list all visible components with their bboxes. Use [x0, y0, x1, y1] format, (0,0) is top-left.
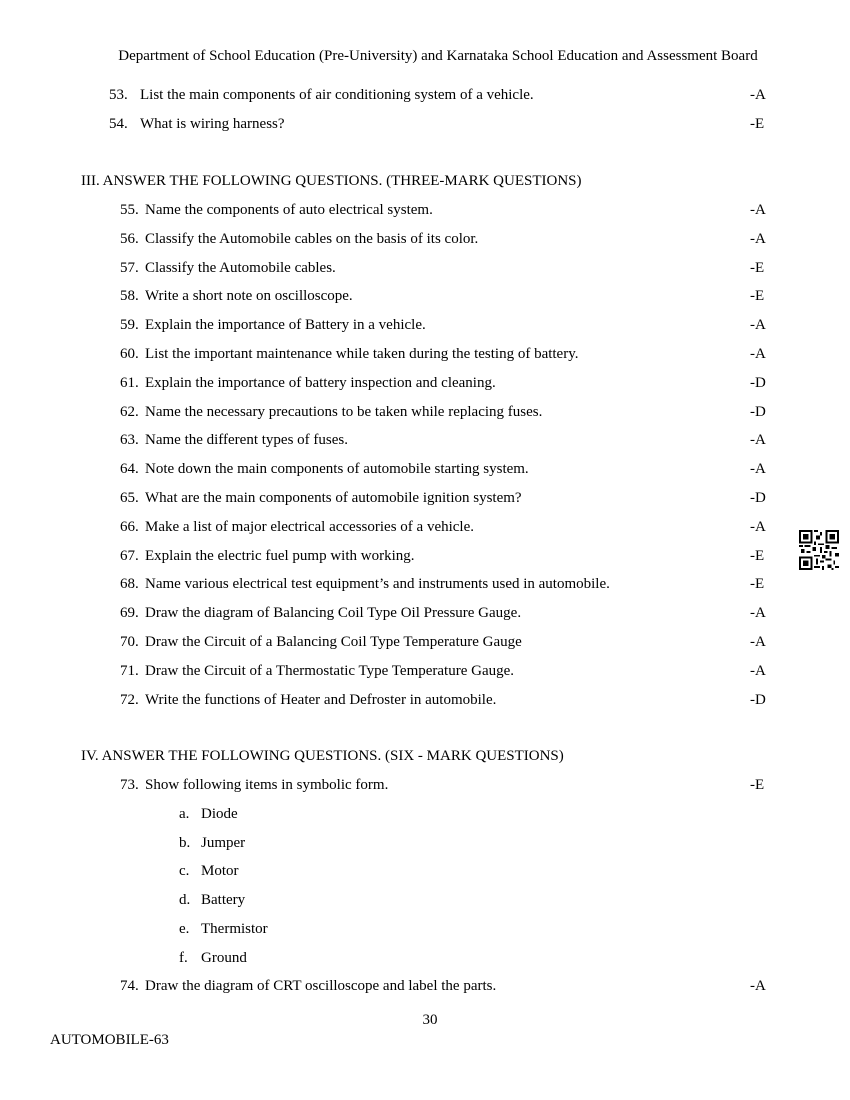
difficulty-grade: -E: [750, 116, 765, 132]
question-number: 67.: [120, 547, 139, 564]
symbol-list-item: [179, 804, 238, 824]
question-number: 71.: [120, 662, 139, 679]
question-number: 63.: [120, 432, 139, 449]
item-label: b.: [179, 834, 191, 851]
qr-code-icon: [799, 530, 839, 570]
question-text: What are the main components of automobile ignition system?: [145, 490, 522, 506]
question-number: 56.: [120, 230, 139, 247]
question-text: Make a list of major electrical accessories of a vehicle.: [145, 518, 475, 535]
page-header: Department of School Education (Pre-University) and Karnataka School Education and Assessment Board: [118, 48, 758, 64]
symbol-list-item: [179, 948, 247, 968]
difficulty-grade: -A: [750, 662, 766, 679]
item-label: c.: [179, 863, 190, 880]
difficulty-grade: -A: [750, 230, 766, 247]
item-label: a.: [179, 806, 190, 822]
question-row: [0, 661, 850, 681]
question-number: 73.: [120, 777, 139, 793]
difficulty-grade: -A: [750, 87, 766, 103]
question-row: [0, 603, 850, 623]
item-text: Ground: [201, 949, 247, 966]
question-row: [0, 402, 850, 422]
question-number: 65.: [120, 490, 139, 506]
page-number: 30: [422, 1012, 438, 1028]
difficulty-grade: -E: [750, 576, 765, 593]
question-text: Explain the importance of battery inspection and cleaning.: [145, 374, 496, 391]
question-row: [0, 315, 850, 335]
item-text: Thermistor: [201, 920, 268, 937]
question-number: 69.: [120, 605, 139, 622]
item-label: f.: [179, 949, 188, 966]
question-number: 70.: [120, 634, 139, 650]
question-number: 74.: [120, 978, 139, 994]
question-row: [0, 546, 850, 566]
question-row: [0, 114, 850, 134]
difficulty-grade: -A: [750, 461, 766, 478]
question-row: [0, 574, 850, 594]
question-row: [0, 690, 850, 710]
question-row: [0, 229, 850, 249]
question-text: List the main components of air conditioning system of a vehicle.: [140, 87, 534, 103]
symbol-list-item: [179, 890, 245, 910]
question-number: 64.: [120, 461, 139, 478]
question-number: 62.: [120, 403, 139, 420]
question-row: [0, 258, 850, 278]
item-text: Diode: [201, 806, 238, 822]
difficulty-grade: -E: [750, 547, 765, 564]
question-text: Name the necessary precautions to be taken while replacing fuses.: [145, 403, 543, 420]
question-number: 72.: [120, 691, 139, 708]
question-text: Show following items in symbolic form.: [145, 777, 389, 793]
item-label: d.: [179, 892, 191, 909]
difficulty-grade: -E: [750, 288, 765, 305]
question-number: 66.: [120, 518, 139, 535]
difficulty-grade: -D: [750, 490, 766, 506]
question-number: 59.: [120, 317, 139, 334]
question-text: Classify the Automobile cables.: [145, 259, 336, 276]
question-row: [0, 517, 850, 537]
question-row: [0, 344, 850, 364]
difficulty-grade: -A: [750, 432, 766, 449]
question-row: [0, 430, 850, 450]
item-text: Jumper: [201, 834, 246, 851]
question-number: 54.: [109, 116, 128, 132]
question-text: What is wiring harness?: [140, 116, 285, 132]
difficulty-grade: -E: [750, 777, 765, 793]
symbol-list-item: [179, 861, 239, 881]
item-text: Motor: [201, 863, 239, 880]
question-number: 68.: [120, 576, 139, 593]
question-text: Draw the diagram of CRT oscilloscope and label the parts.: [145, 978, 497, 994]
question-text: Write the functions of Heater and Defroster in automobile.: [145, 691, 497, 708]
difficulty-grade: -D: [750, 403, 766, 420]
question-row: [0, 286, 850, 306]
item-label: e.: [179, 920, 190, 937]
question-row: [0, 459, 850, 479]
difficulty-grade: -A: [750, 605, 766, 622]
question-text: Draw the diagram of Balancing Coil Type Oil Pressure Gauge.: [145, 605, 522, 622]
question-number: 57.: [120, 259, 139, 276]
question-number: 55.: [120, 202, 139, 218]
difficulty-grade: -A: [750, 202, 766, 218]
difficulty-grade: -E: [750, 259, 765, 276]
question-row: [0, 976, 850, 996]
question-text: Note down the main components of automobile starting system.: [145, 461, 529, 478]
difficulty-grade: -A: [750, 346, 766, 362]
difficulty-grade: -D: [750, 691, 766, 708]
question-row: [0, 373, 850, 393]
question-text: Draw the Circuit of a Thermostatic Type Temperature Gauge.: [145, 662, 515, 679]
question-row: [0, 775, 850, 795]
question-text: Name the different types of fuses.: [145, 432, 348, 449]
difficulty-grade: -D: [750, 374, 766, 391]
difficulty-grade: -A: [750, 518, 766, 535]
question-number: 61.: [120, 374, 139, 391]
difficulty-grade: -A: [750, 978, 766, 994]
question-text: Name the components of auto electrical system.: [145, 202, 433, 218]
difficulty-grade: -A: [750, 317, 766, 334]
symbol-list-item: [179, 919, 268, 939]
question-text: List the important maintenance while taken during the testing of battery.: [145, 346, 579, 362]
question-row: [0, 488, 850, 508]
question-number: 60.: [120, 346, 139, 362]
question-text: Write a short note on oscilloscope.: [145, 288, 353, 305]
question-row: [0, 632, 850, 652]
question-text: Explain the electric fuel pump with working.: [145, 547, 415, 564]
section-title-three-mark: III. ANSWER THE FOLLOWING QUESTIONS. (THREE-MARK QUESTIONS): [81, 173, 582, 189]
question-number: 58.: [120, 288, 139, 305]
question-row: [0, 200, 850, 220]
question-text: Draw the Circuit of a Balancing Coil Type Temperature Gauge: [145, 634, 522, 650]
section-title-six-mark: IV. ANSWER THE FOLLOWING QUESTIONS. (SIX - MARK QUESTIONS): [81, 748, 564, 764]
question-text: Name various electrical test equipment’s and instruments used in automobile.: [145, 576, 610, 593]
footer-code: AUTOMOBILE-63: [50, 1032, 169, 1048]
question-text: Explain the importance of Battery in a vehicle.: [145, 317, 426, 334]
question-text: Classify the Automobile cables on the basis of its color.: [145, 230, 479, 247]
symbol-list-item: [179, 833, 245, 853]
item-text: Battery: [201, 892, 246, 909]
question-number: 53.: [109, 87, 128, 103]
difficulty-grade: -A: [750, 634, 766, 650]
question-row: [0, 85, 850, 105]
